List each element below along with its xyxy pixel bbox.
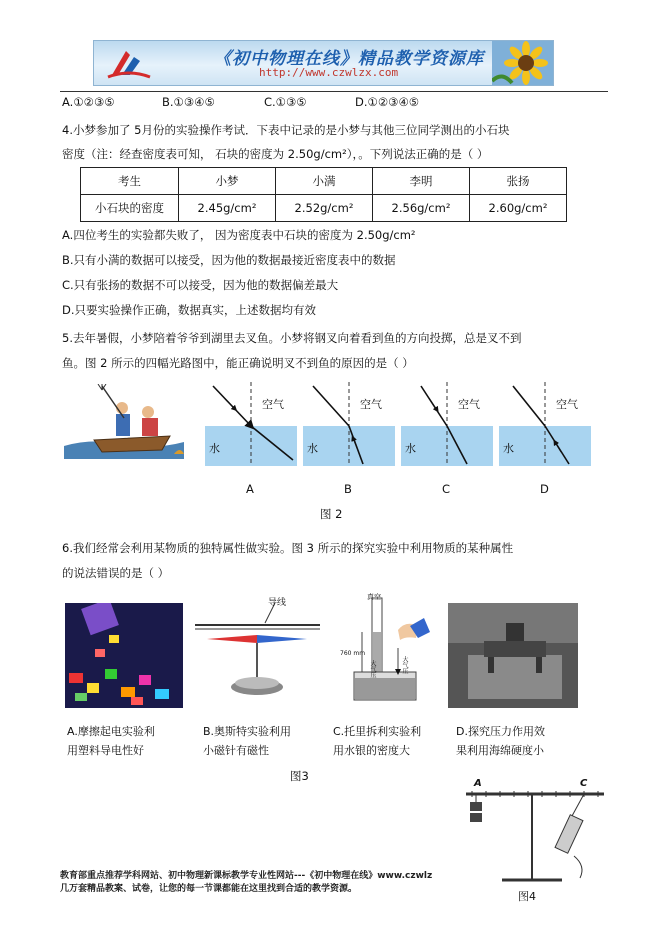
q6-stem-line2: 的说法错误的是（ ）	[62, 566, 170, 580]
pressure-label: 大气压	[401, 656, 408, 674]
diagram-label-b: B	[344, 482, 352, 496]
figure-2-label: 图 2	[320, 507, 343, 521]
air-label: 空气	[262, 398, 284, 411]
fishing-illustration	[62, 384, 187, 459]
q4-option-a: A.四位考生的实验都失败了， 因为密度表中石块的密度为 2.50g/cm²	[62, 228, 416, 242]
water-label: 水	[405, 442, 416, 455]
caption-a-line2: 用塑料导电性好	[67, 744, 144, 757]
air-label: 空气	[458, 398, 480, 411]
q3-option-d: D.①②③④⑤	[355, 95, 420, 109]
sunflower-icon	[492, 41, 554, 86]
table-cell: 2.45g/cm²	[179, 195, 276, 222]
water-label: 水	[209, 442, 220, 455]
q3-option-a: A.①②③⑤	[62, 95, 115, 109]
caption-a-line1: A.摩擦起电实验利	[67, 725, 155, 738]
vacuum-label: 真空	[367, 593, 381, 601]
pressure-label: 大气压	[369, 660, 376, 678]
air-label: 空气	[360, 398, 382, 411]
caption-a	[67, 722, 155, 760]
table-row	[81, 195, 567, 222]
table-header-cell: 小梦	[179, 168, 276, 195]
q4-option-d: D.只要实验操作正确，数据真实，上述数据均有效	[62, 303, 317, 317]
diagram-label-a: A	[246, 482, 254, 496]
header-banner	[93, 40, 554, 86]
q6-stem-line1: 6.我们经常会利用某物质的独特属性做实验。图 3 所示的探究实验中利用物质的某种属性	[62, 541, 514, 555]
logo-icon	[104, 45, 154, 83]
air-label: 空气	[556, 398, 578, 411]
caption-b	[203, 722, 291, 760]
caption-c	[333, 722, 421, 760]
oersted-experiment	[195, 595, 320, 705]
lever-label-a: A	[474, 778, 482, 789]
pressure-experiment-photo	[448, 603, 578, 708]
caption-b-line2: 小磁针有磁性	[203, 744, 269, 757]
table-cell: 2.56g/cm²	[373, 195, 470, 222]
header-rule	[60, 91, 608, 92]
table-header-cell: 张扬	[470, 168, 567, 195]
table-header-row	[81, 168, 567, 195]
caption-c-line2: 用水银的密度大	[333, 744, 410, 757]
caption-d-line1: D.探究压力作用效	[456, 725, 545, 738]
table-row-label: 小石块的密度	[81, 195, 179, 222]
q4-stem-line1: 4.小梦参加了 5月份的实验操作考试．下表中记录的是小梦与其他三位同学测出的小石块	[62, 123, 510, 137]
caption-d	[456, 722, 545, 760]
table-header-cell: 小满	[276, 168, 373, 195]
figure-3-label: 图3	[290, 769, 309, 783]
q3-option-c: C.①③⑤	[264, 95, 307, 109]
banner-title: 《初中物理在线》精品教学资源库	[214, 49, 484, 69]
diagram-label-c: C	[442, 482, 451, 496]
q4-option-b: B.只有小满的数据可以接受，因为他的数据最接近密度表中的数据	[62, 253, 396, 267]
q4-stem-line2: 密度（注：经查密度表可知， 石块的密度为 2.50g/cm²），。下列说法正确的是（ ）	[62, 147, 489, 161]
banner-url[interactable]: http://www.czwlzx.com	[259, 66, 399, 79]
caption-c-line1: C.托里拆利实验利	[333, 725, 422, 738]
density-table	[80, 167, 567, 222]
caption-d-line2: 果利用海绵硬度小	[456, 744, 544, 757]
q5-stem-line2: 鱼。图 2 所示的四幅光路图中，能正确说明叉不到鱼的原因的是（ ）	[62, 356, 414, 370]
static-electricity-photo	[65, 603, 183, 708]
table-cell: 2.60g/cm²	[470, 195, 567, 222]
table-header-cell: 李明	[373, 168, 470, 195]
water-label: 水	[503, 442, 514, 455]
footer-line2: 几万套精品教案、试卷，让您的每一节课都能在这里找到合适的教学资源。	[60, 884, 358, 894]
footer-line1: 教育部重点推荐学科网站、初中物理新课标教学专业性网站---《初中物理在线》www.czwlz	[60, 871, 433, 881]
lever-apparatus	[462, 782, 612, 888]
q5-stem-line1: 5.去年暑假，小梦陪着爷爷到湖里去叉鱼。小梦将钢叉向着看到鱼的方向投掷，总是叉不到	[62, 331, 522, 345]
lever-label-c: C	[580, 778, 588, 789]
figure-4-label: 图4	[518, 890, 536, 903]
caption-b-line1: B.奥斯特实验利用	[203, 725, 292, 738]
height-label: 760 mm	[340, 650, 366, 657]
q3-option-b: B.①③④⑤	[162, 95, 215, 109]
water-label: 水	[307, 442, 318, 455]
table-header-cell: 考生	[81, 168, 179, 195]
table-cell: 2.52g/cm²	[276, 195, 373, 222]
wire-label: 导线	[268, 598, 287, 608]
diagram-label-d: D	[540, 482, 549, 496]
q4-option-c: C.只有张扬的数据不可以接受，因为他的数据偏差最大	[62, 278, 339, 292]
